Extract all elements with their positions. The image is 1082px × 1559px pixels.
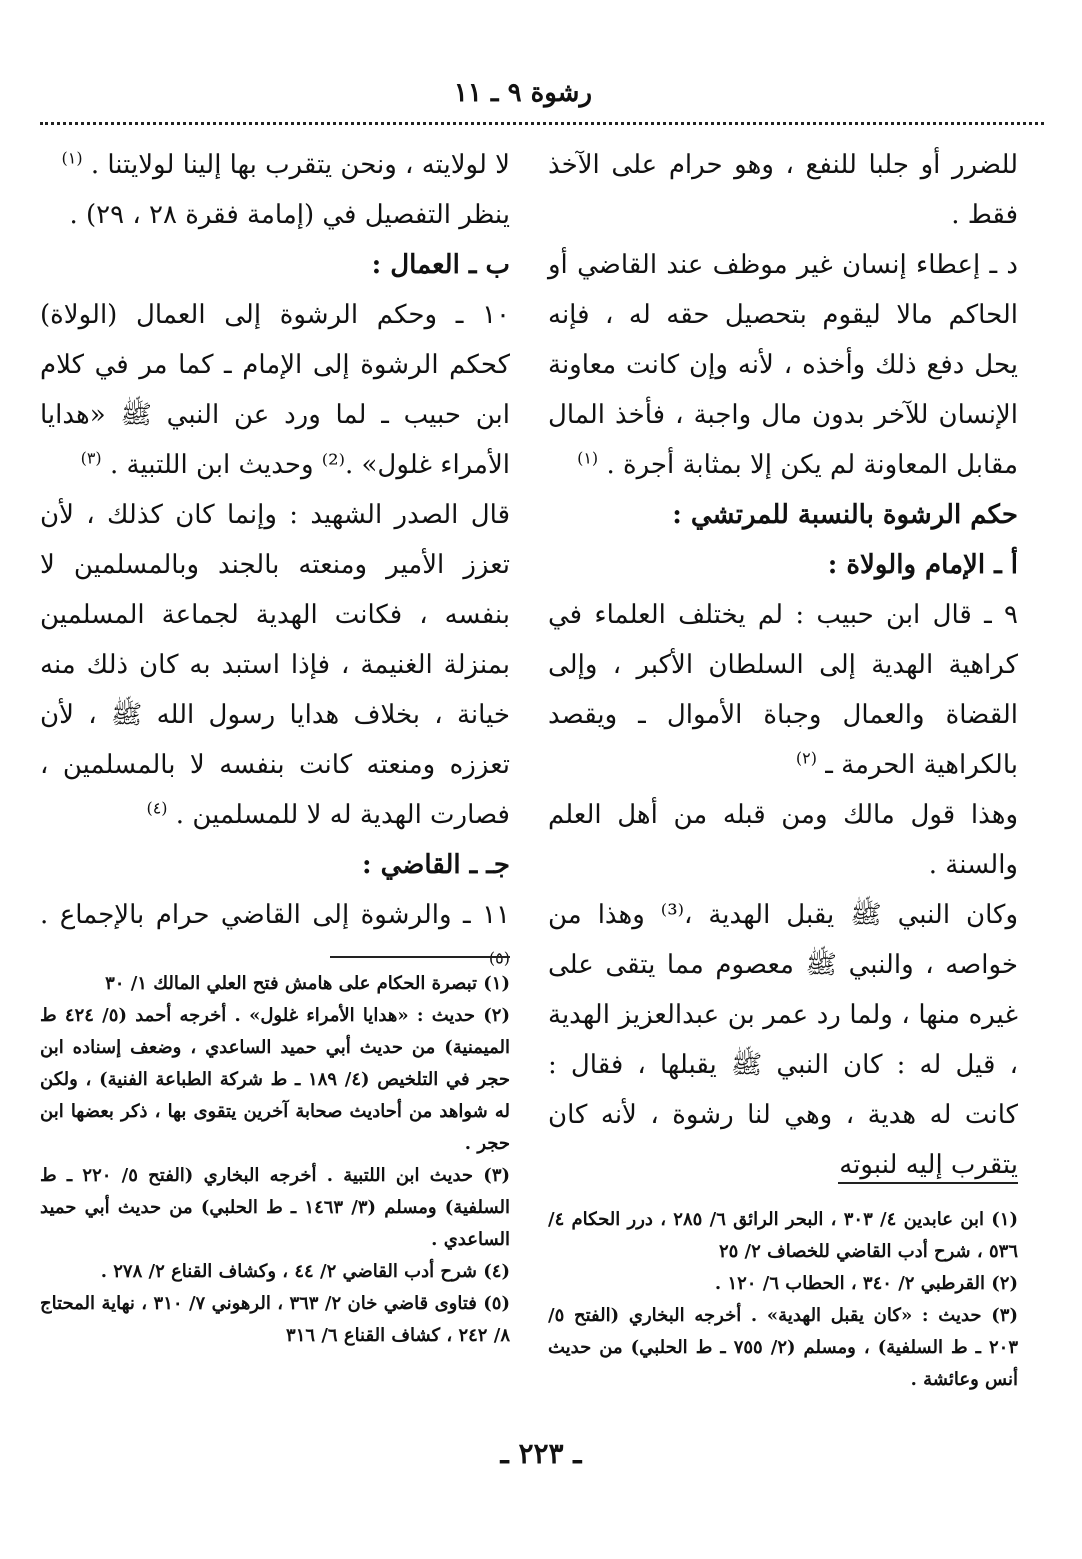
footnote-ref: (٤) bbox=[146, 798, 168, 818]
footnote: (٣) حديث ابن اللتبية . أخرجه البخاري (الفتح ٥/ ٢٢٠ ـ ط السلفية) ومسلم (٣/ ١٤٦٣ ـ ط الحلبي) من حديث أبي حميد الساعدي . bbox=[40, 1165, 511, 1250]
paragraph: قال الصدر الشهيد : وإنما كان كذلك ، لأن تعزز الأمير ومنعته بالجند وبالمسلمين لا بنفسه ، فكانت الهدية لجماعة المسلمين بمنزلة الغنيمة ، فإذا استبد به كان ذلك منه خيانة ، بخلاف هدايا رسول الله ﷺ ، لأن تعززه ومنعته كانت بنفسه لا بالمسلمين ، فصارت الهدية له لا للمسلمين . $^{(٤)}$ bbox=[40, 500, 510, 830]
footnote-ref: (١) bbox=[61, 148, 83, 168]
paragraph: د ـ إعطاء إنسان غير موظف عند القاضي أو الحاكم مالا ليقوم بتحصيل حقه له ، فإنه يحل دفع ذلك وأخذه ، لأنه وإن كانت معاونة الإنسان للآخر بدون مال واجبة ، فأخذ المال مقابل المعاونة لم يكن إلا بمثابة أجرة . $^{(١)}$ bbox=[548, 250, 1018, 480]
paragraph: ٩ ـ قال ابن حبيب : لم يختلف العلماء في كراهية الهدية إلى السلطان الأكبر ، وإلى القضاة والعمال وجباة الأموال ـ ويقصد بالكراهية الحرمة ـ $^{(٢)}$ bbox=[548, 600, 1018, 780]
paragraph: ١١ ـ والرشوة إلى القاضي حرام بالإجماع . $^{(٥)}$ bbox=[40, 900, 510, 968]
page-header bbox=[0, 78, 1082, 118]
footnote: (٢) القرطبي ٢/ ٣٤٠ ، الحطاب ٦/ ١٢٠ . bbox=[714, 1273, 1018, 1294]
footnote: (٣) حديث : «كان يقبل الهدية» . أخرجه البخاري (الفتح ٥/ ٢٠٣ ـ ط السلفية) ، ومسلم (٢/ ٧٥٥ ـ ط الحلبي) من حديث أنس وعائشة . bbox=[548, 1305, 1018, 1390]
paragraph: وهذا قول مالك ومن قبله من أهل العلم والسنة . bbox=[548, 800, 1018, 880]
section-heading: حكم الرشوة بالنسبة للمرتشي : bbox=[672, 500, 1018, 530]
subsection-heading: جـ ـ القاضي : bbox=[361, 850, 510, 880]
footnote-ref: (٢) bbox=[795, 748, 817, 768]
footnote: (١) تبصرة الحكام على هامش فتح العلي المالك ١/ ٣٠ bbox=[105, 973, 510, 994]
footnote: (٢) حديث : «هدايا الأمراء غلول» . أخرجه أحمد (٥/ ٤٢٤ ط الميمنية) من حديث أبي حميد الساعدي ، وضعف إسناده ابن حجر في التلخيص (٤/ ١٨٩ ـ ط شركة الطباعة الفنية) ، ولكن له شواهد من أحاديث صحابة آخرين يتقوى بها ، ذكر بعضها ابن حجر . bbox=[40, 1005, 511, 1154]
footnotes-left bbox=[40, 968, 510, 1352]
left-column bbox=[40, 140, 510, 990]
paragraph: وكان النبي ﷺ يقبل الهدية ،⁽³⁾ وهذا من خواصه ، والنبي ﷺ معصوم مما يتقى على غيره منها ، ولما رد عمر بن عبدالعزيز الهدية ، قيل له : كان النبي ﷺ يقبلها ، فقال : كانت له هدية ، وهي لنا رشوة ، لأنه كان يتقرب إليه لنبوته bbox=[548, 900, 1018, 1180]
footnote-ref: (٥) bbox=[488, 948, 510, 968]
footnote-ref: (٣) bbox=[80, 448, 102, 468]
footnote: (١) ابن عابدين ٤/ ٣٠٣ ، البحر الرائق ٦/ ٢٨٥ ، درر الحكام ٤/ ٥٣٦ ، شرح أدب القاضي للخصاف ٢/ ٢٥ bbox=[548, 1209, 1018, 1262]
header-dotted-rule bbox=[40, 122, 1044, 125]
subsection-heading: ب ـ العمال : bbox=[371, 250, 510, 280]
footnote: (٤) شرح أدب القاضي ٢/ ٤٤ ، وكشاف القناع ٢/ ٢٧٨ . bbox=[100, 1261, 510, 1282]
paragraph: للضرر أو جلبا للنفع ، وهو حرام على الآخذ فقط . bbox=[548, 150, 1018, 230]
footnote-separator bbox=[330, 956, 510, 958]
running-header-title: رشوة ٩ ـ ١١ bbox=[453, 78, 592, 108]
footnote-ref: (١) bbox=[577, 448, 599, 468]
page-number: ـ ٢٢٣ ـ bbox=[500, 1437, 582, 1470]
paragraph: ينظر التفصيل في (إمامة فقرة ٢٨ ، ٢٩) . bbox=[69, 200, 510, 230]
footnotes-right bbox=[548, 1204, 1018, 1396]
right-column bbox=[548, 140, 1018, 1190]
subsection-heading: أ ـ الإمام والولاة : bbox=[827, 550, 1018, 580]
paragraph: لا لولايته ، ونحن يتقرب بها إلينا لولايتنا . $^{(١)}$ bbox=[61, 148, 510, 180]
paragraph: ١٠ ـ وحكم الرشوة إلى العمال (الولاة) كحكم الرشوة إلى الإمام ـ كما مر في كلام ابن حبيب ـ لما ورد عن النبي ﷺ «هدايا الأمراء غلول» .⁽²⁾ وحديث ابن اللتبية . $^{(٣)}$ bbox=[40, 300, 510, 480]
footnote-separator bbox=[838, 1182, 1018, 1184]
footnote: (٥) فتاوى قاضي خان ٢/ ٣٦٣ ، الرهوني ٧/ ٣١٠ ، نهاية المحتاج ٨/ ٢٤٢ ، كشاف القناع ٦/ ٣١٦ bbox=[40, 1293, 510, 1346]
